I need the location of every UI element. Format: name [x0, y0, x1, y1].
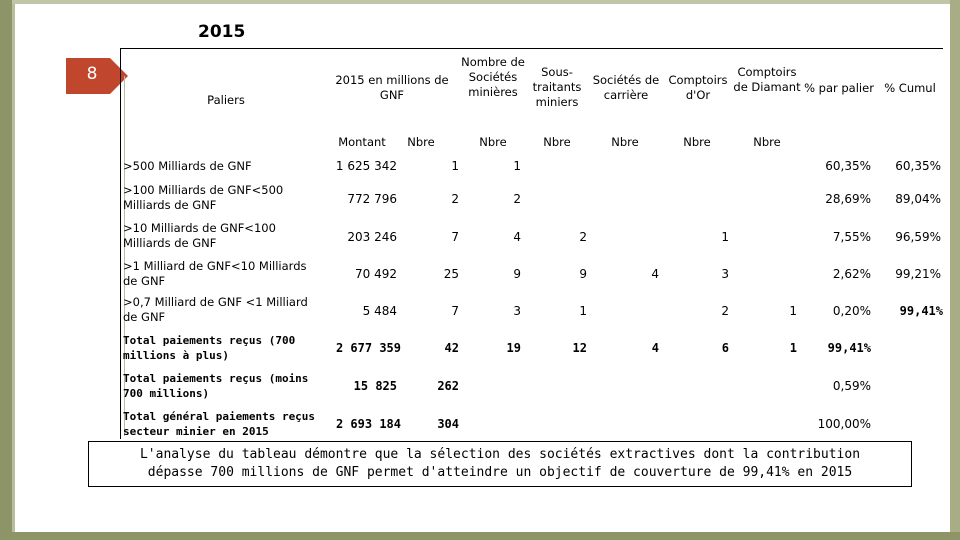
bottom-decor-bar	[0, 532, 960, 540]
header-nombre-societes: Nombre de Sociétés minières	[461, 55, 525, 99]
slide-title: 2015	[198, 22, 246, 42]
header-group: 2015 en millions de GNF	[335, 73, 449, 102]
subheader-nbre-sous: Nbre	[543, 135, 571, 149]
row-nbre: 7	[451, 304, 459, 318]
row-montant: 70 492	[355, 267, 397, 281]
row-pct-cumul: 89,04%	[895, 192, 941, 206]
total-montant: 15 825	[353, 379, 397, 393]
row-label: >0,7 Milliard de GNF <1 Milliard de GNF	[123, 295, 308, 324]
total-montant: 2 677 359	[335, 341, 401, 355]
total-societes: 19	[506, 341, 521, 355]
subheader-nbre-societes: Nbre	[479, 135, 507, 149]
header-pct-palier: % par palier	[804, 81, 874, 95]
row-comptoirs-or: 2	[721, 304, 729, 318]
row-nbre: 2	[451, 192, 459, 206]
total-pct: 99,41%	[827, 341, 871, 355]
left-decor-stripe	[12, 0, 15, 540]
analysis-note-line1: L'analyse du tableau démontre que la sélection des sociétés extractives dont la contribution	[139, 447, 861, 462]
row-pct-cumul: 99,21%	[895, 267, 941, 281]
row-pct-palier: 2,62%	[832, 267, 871, 281]
slide-number: 8	[86, 64, 98, 84]
row-societes: 2	[513, 192, 521, 206]
row-nbre: 1	[451, 159, 459, 173]
row-label: >10 Milliards de GNF<100 Milliards de GNF	[123, 221, 276, 250]
row-sous-traitants: 9	[579, 267, 587, 281]
row-pct-cumul: 99,41%	[899, 304, 943, 318]
subheader-nbre-carriere: Nbre	[611, 135, 639, 149]
total-pct: 0,59%	[832, 379, 871, 393]
total-carriere: 4	[651, 341, 659, 355]
payments-table	[120, 48, 943, 439]
total-label: Total paiements reçus (700 millions à plus)	[123, 334, 296, 362]
row-pct-cumul: 60,35%	[895, 159, 941, 173]
row-societes: 1	[513, 159, 521, 173]
row-montant: 5 484	[362, 304, 397, 318]
row-pct-cumul: 96,59%	[895, 230, 941, 244]
total-nbre: 42	[444, 341, 459, 355]
row-montant: 1 625 342	[335, 159, 397, 173]
left-decor-bar	[0, 0, 12, 540]
row-pct-palier: 60,35%	[825, 159, 871, 173]
row-comptoirs-or: 3	[721, 267, 729, 281]
subheader-montant: Montant	[338, 135, 386, 149]
total-label: Total général paiements reçus secteur minier en 2015	[123, 410, 316, 438]
subheader-nbre-or: Nbre	[683, 135, 711, 149]
total-montant: 2 693 184	[335, 417, 401, 431]
row-nbre: 25	[443, 267, 459, 281]
row-montant: 203 246	[347, 230, 397, 244]
header-comptoirs-or: Comptoirs d'Or	[668, 73, 728, 102]
row-societes: 3	[513, 304, 521, 318]
right-decor-bar	[950, 0, 960, 540]
top-decor-bar	[12, 0, 960, 4]
analysis-note	[88, 441, 912, 487]
row-sous-traitants: 1	[579, 304, 587, 318]
row-nbre: 7	[451, 230, 459, 244]
header-carriere: Sociétés de carrière	[592, 73, 660, 102]
row-sous-traitants: 2	[579, 230, 587, 244]
row-label: >100 Milliards de GNF<500 Milliards de GNF	[123, 183, 284, 212]
header-sous-traitants: Sous-traitants miniers	[532, 65, 582, 109]
row-comptoirs-diamant: 1	[789, 304, 797, 318]
row-label: >500 Milliards de GNF	[123, 159, 252, 173]
total-sous-traitants: 12	[572, 341, 587, 355]
subheader-nbre-diamant: Nbre	[753, 135, 781, 149]
row-pct-palier: 28,69%	[825, 192, 871, 206]
row-carriere: 4	[651, 267, 659, 281]
row-label: >1 Milliard de GNF<10 Milliards de GNF	[123, 259, 307, 288]
total-pct: 100,00%	[817, 417, 871, 431]
total-comptoirs-diamant: 1	[789, 341, 797, 355]
total-nbre: 304	[437, 417, 459, 431]
row-societes: 9	[513, 267, 521, 281]
total-comptoirs-or: 6	[721, 341, 729, 355]
row-comptoirs-or: 1	[721, 230, 729, 244]
subheader-nbre: Nbre	[407, 135, 435, 149]
row-montant: 772 796	[347, 192, 397, 206]
total-label: Total paiements reçus (moins 700 millions)	[123, 372, 309, 400]
header-paliers: Paliers	[207, 93, 245, 107]
analysis-note-line2: dépasse 700 millions de GNF permet d'atteindre un objectif de couverture de 99,41% en 2015	[147, 465, 853, 480]
total-nbre: 262	[437, 379, 459, 393]
row-pct-palier: 0,20%	[832, 304, 871, 318]
header-pct-cumul: % Cumul	[884, 81, 936, 95]
row-pct-palier: 7,55%	[832, 230, 871, 244]
header-comptoirs-diamant: Comptoirs de Diamant	[733, 65, 801, 94]
row-societes: 4	[513, 230, 521, 244]
